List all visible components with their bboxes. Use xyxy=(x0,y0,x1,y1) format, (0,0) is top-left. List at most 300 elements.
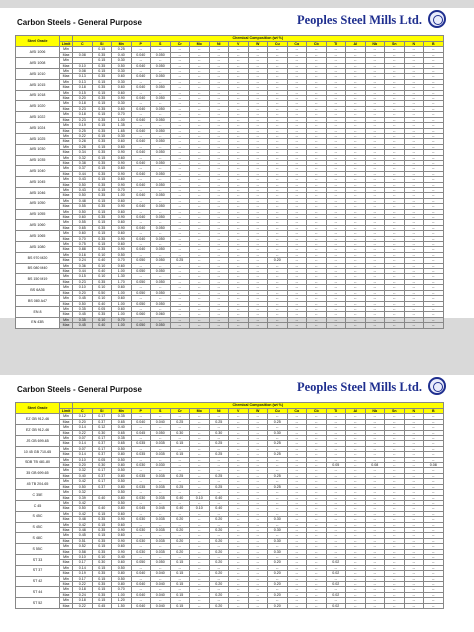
value-cell: -- xyxy=(287,506,307,511)
value-cell: -- xyxy=(287,279,307,284)
value-cell: -- xyxy=(229,182,249,187)
value-cell: 0.50 xyxy=(112,576,132,581)
value-cell: 0.25 xyxy=(209,484,229,489)
header-element: Sn xyxy=(385,409,405,414)
value-cell: -- xyxy=(248,133,268,138)
value-cell: -- xyxy=(190,58,210,63)
value-cell: -- xyxy=(190,74,210,79)
value-cell: -- xyxy=(209,544,229,549)
company-logo-icon xyxy=(428,377,446,395)
value-cell: 0.50 xyxy=(73,193,93,198)
value-cell: -- xyxy=(287,317,307,322)
value-cell: -- xyxy=(209,500,229,505)
value-cell: -- xyxy=(151,242,171,247)
page-header xyxy=(0,375,474,403)
value-cell: -- xyxy=(209,263,229,268)
limit-cell: Max xyxy=(60,236,73,241)
value-cell: 0.15 xyxy=(92,187,112,192)
value-cell: -- xyxy=(190,323,210,328)
value-cell: -- xyxy=(365,52,385,57)
value-cell: 0.25 xyxy=(209,419,229,424)
value-cell: -- xyxy=(365,166,385,171)
value-cell: 0.040 xyxy=(131,52,151,57)
value-cell: -- xyxy=(365,263,385,268)
value-cell: 0.60 xyxy=(112,544,132,549)
value-cell: -- xyxy=(346,258,366,263)
value-cell: -- xyxy=(131,285,151,290)
value-cell: -- xyxy=(385,517,405,522)
limit-cell: Min xyxy=(60,587,73,592)
value-cell: -- xyxy=(229,306,249,311)
value-cell: -- xyxy=(307,446,327,451)
value-cell: 0.035 xyxy=(151,538,171,543)
value-cell: 0.90 xyxy=(112,517,132,522)
value-cell: -- xyxy=(326,576,346,581)
value-cell: -- xyxy=(209,117,229,122)
limit-cell: Max xyxy=(60,419,73,424)
value-cell: -- xyxy=(229,506,249,511)
value-cell: -- xyxy=(248,96,268,101)
value-cell: 0.20 xyxy=(170,538,190,543)
limit-cell: Max xyxy=(60,312,73,317)
value-cell: -- xyxy=(170,274,190,279)
value-cell: 0.35 xyxy=(92,182,112,187)
value-cell: -- xyxy=(268,128,288,133)
value-cell: -- xyxy=(209,187,229,192)
value-cell: -- xyxy=(365,317,385,322)
value-cell: -- xyxy=(346,225,366,230)
value-cell: -- xyxy=(131,101,151,106)
value-cell: -- xyxy=(346,441,366,446)
value-cell: 0.60 xyxy=(112,166,132,171)
value-cell: -- xyxy=(307,204,327,209)
value-cell: -- xyxy=(229,215,249,220)
value-cell: -- xyxy=(385,522,405,527)
value-cell: -- xyxy=(248,317,268,322)
value-cell: -- xyxy=(365,242,385,247)
value-cell: -- xyxy=(170,247,190,252)
value-cell: 0.48 xyxy=(73,198,93,203)
value-cell: -- xyxy=(346,306,366,311)
value-cell: -- xyxy=(287,225,307,230)
value-cell: -- xyxy=(326,506,346,511)
value-cell: -- xyxy=(170,576,190,581)
value-cell: 0.15 xyxy=(92,522,112,527)
value-cell: -- xyxy=(287,479,307,484)
value-cell: -- xyxy=(190,274,210,279)
value-cell: -- xyxy=(404,576,424,581)
value-cell: 0.040 xyxy=(151,419,171,424)
value-cell: -- xyxy=(346,544,366,549)
value-cell: -- xyxy=(151,511,171,516)
value-cell: -- xyxy=(229,74,249,79)
value-cell: -- xyxy=(248,446,268,451)
limit-cell: Max xyxy=(60,473,73,478)
value-cell: -- xyxy=(190,522,210,527)
limit-cell: Min xyxy=(60,468,73,473)
value-cell: -- xyxy=(346,242,366,247)
value-cell: -- xyxy=(170,463,190,468)
value-cell: -- xyxy=(307,123,327,128)
limit-cell: Min xyxy=(60,166,73,171)
value-cell: 0.20 xyxy=(268,258,288,263)
value-cell: 0.35 xyxy=(92,117,112,122)
limit-cell: Min xyxy=(60,576,73,581)
value-cell: -- xyxy=(151,144,171,149)
value-cell: -- xyxy=(307,463,327,468)
value-cell: 0.035 xyxy=(151,527,171,532)
value-cell: -- xyxy=(287,587,307,592)
value-cell: -- xyxy=(248,263,268,268)
value-cell: -- xyxy=(151,79,171,84)
value-cell: -- xyxy=(307,274,327,279)
value-cell: -- xyxy=(307,587,327,592)
value-cell: -- xyxy=(424,90,444,95)
value-cell: -- xyxy=(151,252,171,257)
value-cell: -- xyxy=(424,166,444,171)
value-cell: -- xyxy=(170,133,190,138)
value-cell: 0.050 xyxy=(151,63,171,68)
value-cell: -- xyxy=(326,171,346,176)
value-cell: 0.030 xyxy=(151,463,171,468)
value-cell: -- xyxy=(326,549,346,554)
value-cell: -- xyxy=(326,144,346,149)
limit-cell: Min xyxy=(60,101,73,106)
value-cell: -- xyxy=(365,231,385,236)
datasheet-page-2 xyxy=(0,375,474,632)
value-cell: -- xyxy=(287,133,307,138)
value-cell: -- xyxy=(268,47,288,52)
value-cell: 0.37 xyxy=(73,166,93,171)
value-cell: -- xyxy=(170,112,190,117)
value-cell: 0.80 xyxy=(112,495,132,500)
value-cell: -- xyxy=(287,63,307,68)
value-cell: 0.50 xyxy=(112,500,132,505)
value-cell: 0.060 xyxy=(151,312,171,317)
value-cell: 0.050 xyxy=(151,139,171,144)
value-cell: -- xyxy=(424,430,444,435)
limit-cell: Min xyxy=(60,274,73,279)
value-cell: -- xyxy=(209,565,229,570)
value-cell: 0.39 xyxy=(73,495,93,500)
value-cell: -- xyxy=(385,209,405,214)
value-cell: -- xyxy=(190,598,210,603)
value-cell: -- xyxy=(131,47,151,52)
limit-cell: Min xyxy=(60,285,73,290)
value-cell: -- xyxy=(404,209,424,214)
value-cell: -- xyxy=(287,490,307,495)
value-cell: 0.80 xyxy=(112,484,132,489)
value-cell: 0.40 xyxy=(170,506,190,511)
value-cell: -- xyxy=(404,166,424,171)
value-cell: 0.045 xyxy=(131,506,151,511)
value-cell: -- xyxy=(385,554,405,559)
value-cell: 0.15 xyxy=(170,452,190,457)
value-cell: 0.22 xyxy=(73,582,93,587)
value-cell: -- xyxy=(190,63,210,68)
value-cell: -- xyxy=(170,52,190,57)
value-cell: -- xyxy=(170,285,190,290)
value-cell: -- xyxy=(307,506,327,511)
value-cell: -- xyxy=(287,247,307,252)
value-cell: -- xyxy=(326,441,346,446)
value-cell: 1.20 xyxy=(112,598,132,603)
value-cell: -- xyxy=(365,177,385,182)
value-cell: -- xyxy=(190,139,210,144)
value-cell: -- xyxy=(287,446,307,451)
value-cell: -- xyxy=(248,565,268,570)
value-cell: -- xyxy=(307,436,327,441)
value-cell: -- xyxy=(385,123,405,128)
value-cell: -- xyxy=(287,414,307,419)
value-cell: -- xyxy=(287,290,307,295)
value-cell: -- xyxy=(346,144,366,149)
value-cell: 0.050 xyxy=(151,290,171,295)
value-cell: -- xyxy=(365,436,385,441)
value-cell: -- xyxy=(385,47,405,52)
value-cell: -- xyxy=(346,425,366,430)
value-cell: -- xyxy=(151,533,171,538)
value-cell: -- xyxy=(346,430,366,435)
value-cell: -- xyxy=(229,269,249,274)
value-cell: -- xyxy=(268,150,288,155)
limit-cell: Min xyxy=(60,425,73,430)
value-cell: -- xyxy=(307,63,327,68)
value-cell: 0.15 xyxy=(92,69,112,74)
value-cell: -- xyxy=(385,74,405,79)
value-cell: -- xyxy=(385,603,405,608)
value-cell: -- xyxy=(365,301,385,306)
value-cell: -- xyxy=(268,490,288,495)
value-cell: -- xyxy=(385,231,405,236)
value-cell: -- xyxy=(190,511,210,516)
value-cell: -- xyxy=(209,79,229,84)
value-cell: 0.60 xyxy=(112,296,132,301)
value-cell: -- xyxy=(365,252,385,257)
value-cell: 0.050 xyxy=(151,258,171,263)
value-cell: -- xyxy=(287,215,307,220)
value-cell: -- xyxy=(365,139,385,144)
value-cell: -- xyxy=(365,484,385,489)
value-cell: 0.60 xyxy=(112,242,132,247)
value-cell: -- xyxy=(326,106,346,111)
limit-cell: Max xyxy=(60,549,73,554)
value-cell: -- xyxy=(229,414,249,419)
limit-cell: Max xyxy=(60,506,73,511)
value-cell: -- xyxy=(424,582,444,587)
value-cell: -- xyxy=(170,290,190,295)
value-cell: -- xyxy=(346,446,366,451)
value-cell: 0.35 xyxy=(92,160,112,165)
value-cell: -- xyxy=(248,323,268,328)
value-cell: -- xyxy=(287,160,307,165)
value-cell: 0.040 xyxy=(131,592,151,597)
value-cell: -- xyxy=(170,123,190,128)
value-cell: -- xyxy=(229,242,249,247)
value-cell: 0.15 xyxy=(92,177,112,182)
value-cell: -- xyxy=(268,63,288,68)
value-cell: -- xyxy=(424,58,444,63)
value-cell: -- xyxy=(365,533,385,538)
value-cell: -- xyxy=(346,101,366,106)
value-cell: -- xyxy=(385,171,405,176)
value-cell: -- xyxy=(190,544,210,549)
value-cell: -- xyxy=(346,554,366,559)
value-cell: -- xyxy=(404,247,424,252)
value-cell: 0.35 xyxy=(92,571,112,576)
value-cell: -- xyxy=(190,96,210,101)
value-cell: -- xyxy=(385,117,405,122)
value-cell: -- xyxy=(346,193,366,198)
value-cell: -- xyxy=(131,69,151,74)
value-cell: -- xyxy=(404,587,424,592)
value-cell: -- xyxy=(346,198,366,203)
value-cell: -- xyxy=(151,220,171,225)
value-cell: -- xyxy=(346,490,366,495)
value-cell: 0.040 xyxy=(131,128,151,133)
value-cell: -- xyxy=(404,74,424,79)
value-cell: -- xyxy=(287,533,307,538)
value-cell: -- xyxy=(424,155,444,160)
value-cell: -- xyxy=(131,133,151,138)
value-cell: -- xyxy=(151,198,171,203)
value-cell: -- xyxy=(346,571,366,576)
page-header xyxy=(0,8,474,36)
limit-cell: Min xyxy=(60,263,73,268)
value-cell: -- xyxy=(190,204,210,209)
value-cell: -- xyxy=(346,290,366,295)
value-cell: -- xyxy=(326,160,346,165)
value-cell: -- xyxy=(170,58,190,63)
header-element: W xyxy=(248,42,268,47)
value-cell: -- xyxy=(424,258,444,263)
value-cell: -- xyxy=(404,63,424,68)
value-cell: -- xyxy=(385,187,405,192)
value-cell: -- xyxy=(229,468,249,473)
value-cell: -- xyxy=(248,155,268,160)
value-cell: 0.24 xyxy=(73,592,93,597)
value-cell: 0.70 xyxy=(73,236,93,241)
value-cell: 0.20 xyxy=(73,96,93,101)
value-cell: -- xyxy=(229,96,249,101)
value-cell: -- xyxy=(424,242,444,247)
value-cell: -- xyxy=(404,441,424,446)
value-cell: 1.00 xyxy=(112,592,132,597)
value-cell: 0.88 xyxy=(73,247,93,252)
value-cell: -- xyxy=(229,592,249,597)
value-cell: 0.050 xyxy=(151,182,171,187)
composition-table xyxy=(15,402,444,609)
value-cell: -- xyxy=(404,463,424,468)
value-cell: -- xyxy=(424,571,444,576)
value-cell: 0.15 xyxy=(92,242,112,247)
value-cell: -- xyxy=(385,473,405,478)
value-cell: 0.30 xyxy=(112,69,132,74)
value-cell: -- xyxy=(424,468,444,473)
value-cell: -- xyxy=(365,554,385,559)
value-cell: -- xyxy=(385,582,405,587)
value-cell: -- xyxy=(307,452,327,457)
value-cell: 0.02 xyxy=(326,560,346,565)
value-cell: 0.60 xyxy=(112,90,132,95)
value-cell: -- xyxy=(170,565,190,570)
value-cell: -- xyxy=(229,544,249,549)
value-cell: -- xyxy=(307,323,327,328)
value-cell: -- xyxy=(404,414,424,419)
header-element: Co xyxy=(287,409,307,414)
value-cell: -- xyxy=(307,160,327,165)
value-cell: -- xyxy=(346,58,366,63)
limit-cell: Min xyxy=(60,490,73,495)
value-cell: -- xyxy=(209,414,229,419)
value-cell: 0.37 xyxy=(92,473,112,478)
value-cell: -- xyxy=(365,204,385,209)
value-cell: -- xyxy=(170,128,190,133)
value-cell: -- xyxy=(307,166,327,171)
value-cell: -- xyxy=(229,598,249,603)
header-element: Mo xyxy=(190,409,210,414)
value-cell: 0.20 xyxy=(170,517,190,522)
value-cell: -- xyxy=(151,414,171,419)
value-cell: -- xyxy=(151,544,171,549)
value-cell: -- xyxy=(190,533,210,538)
grade-cell: SDB TB 481-80 xyxy=(16,457,60,468)
value-cell: -- xyxy=(326,187,346,192)
header-limit: Limit xyxy=(60,42,73,47)
value-cell: -- xyxy=(287,166,307,171)
limit-cell: Max xyxy=(60,323,73,328)
value-cell: -- xyxy=(326,290,346,295)
value-cell: -- xyxy=(131,587,151,592)
value-cell: -- xyxy=(404,296,424,301)
value-cell: 0.60 xyxy=(112,144,132,149)
value-cell: 0.50 xyxy=(112,565,132,570)
value-cell: -- xyxy=(209,457,229,462)
value-cell: 0.48 xyxy=(73,517,93,522)
value-cell: 0.35 xyxy=(92,582,112,587)
value-cell: -- xyxy=(170,236,190,241)
value-cell: 0.17 xyxy=(92,414,112,419)
value-cell: -- xyxy=(404,225,424,230)
value-cell: 0.10 xyxy=(73,457,93,462)
value-cell: -- xyxy=(170,139,190,144)
value-cell: 0.040 xyxy=(131,139,151,144)
limit-cell: Max xyxy=(60,301,73,306)
header-steel-grade: Steel Grade xyxy=(16,36,60,47)
value-cell: -- xyxy=(346,112,366,117)
value-cell: 1.70 xyxy=(112,279,132,284)
value-cell: -- xyxy=(424,306,444,311)
value-cell: 0.20 xyxy=(209,527,229,532)
value-cell: -- xyxy=(190,527,210,532)
value-cell: -- xyxy=(190,106,210,111)
value-cell: 0.035 xyxy=(151,441,171,446)
value-cell: -- xyxy=(307,479,327,484)
value-cell: -- xyxy=(209,209,229,214)
value-cell: -- xyxy=(404,506,424,511)
value-cell: -- xyxy=(209,63,229,68)
value-cell: -- xyxy=(131,533,151,538)
table-row xyxy=(16,603,444,608)
value-cell: 0.32 xyxy=(73,490,93,495)
value-cell: -- xyxy=(287,571,307,576)
value-cell: -- xyxy=(385,538,405,543)
value-cell: -- xyxy=(209,296,229,301)
value-cell: -- xyxy=(365,171,385,176)
value-cell: -- xyxy=(307,112,327,117)
grade-cell: S 55C xyxy=(16,544,60,555)
value-cell: -- xyxy=(209,479,229,484)
